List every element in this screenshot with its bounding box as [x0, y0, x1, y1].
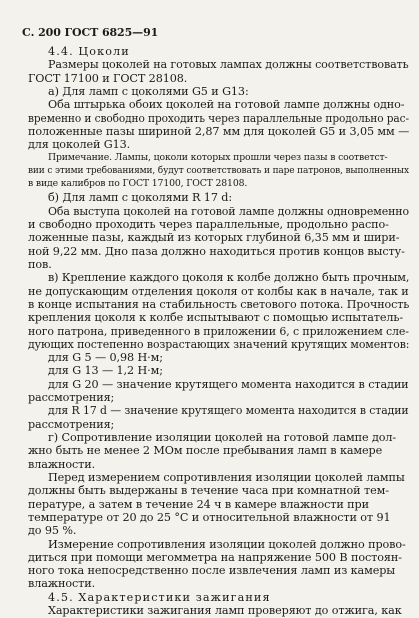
text-line: ного тока непосредственно после извлечения ламп из камеры — [28, 564, 396, 578]
text-line: положенные пазы шириной 2,87 мм для цоколей G5 и 3,05 мм — — [28, 124, 410, 138]
text-line: Оба выступа цоколей на готовой лампе должны одновременно — [48, 204, 410, 218]
text-line: должны быть выдержаны в течение часа при комнатной тем- — [28, 484, 389, 498]
text-line: Оба штырька обоих цоколей на готовой лампе должны одно- — [48, 98, 405, 112]
text-line: температуре от 20 до 25 °С и относительной влажности от 91 — [28, 510, 391, 524]
text-line: ной 9,22 мм. Дно паза должно находиться против концов высту- — [28, 244, 405, 258]
text-line: не допускающим отделения цоколя от колбы как в начале, так и — [28, 284, 409, 298]
text-line: влажности. — [28, 577, 96, 591]
text-line: ного патрона, приведенного в приложении 6, с приложением сле- — [28, 324, 409, 338]
text-line: до 95 %. — [28, 524, 77, 538]
text-line: пературе, а затем в течение 24 ч в камере влажности при — [28, 497, 369, 511]
text-line: для G 5 — 0,98 Н·м; — [48, 351, 163, 365]
text-line: ГОСТ 17100 и ГОСТ 28108. — [28, 71, 188, 85]
page-header: С. 200 ГОСТ 6825—91 — [22, 26, 159, 39]
text-line: для R 17 d — значение крутящего момента находится в стадии — [48, 404, 409, 418]
text-line: дующих постепенно возрастающих значений крутящих моментов: — [28, 337, 410, 351]
text-line: Характеристики зажигания ламп проверяют до отжига, как — [48, 604, 402, 617]
text-line: Размеры цоколей на готовых лампах должны соответствовать — [48, 58, 409, 72]
note-line: вии с этими требованиями, будут соответствовать и паре патронов, выполненных — [28, 164, 409, 176]
text-line: в конце испытания на стабильность светового потока. Прочность — [28, 297, 410, 311]
text-line: для G 20 — значение крутящего момента находится в стадии — [48, 377, 409, 391]
text-line: а) Для ламп с цоколями G5 и G13: — [48, 84, 249, 98]
text-line: Перед измерением сопротивления изоляции цоколей лампы — [48, 470, 405, 484]
text-line: и свободно проходить через параллельные, продольно распо- — [28, 218, 389, 231]
text-line: рассмотрения; — [28, 391, 115, 404]
text-line: для G 13 — 1,2 Н·м; — [48, 364, 163, 378]
text-line: жно быть не менее 2 МОм после пребывания ламп в камере — [28, 444, 383, 458]
text-line: временно и свободно проходить через параллельные продольно рас- — [28, 111, 409, 125]
text-line: г) Сопротивление изоляции цоколей на готовой лампе дол- — [48, 431, 397, 444]
section-heading: 4.4. Цоколи — [48, 45, 130, 58]
text-line: пов. — [28, 258, 52, 271]
text-line: крепления цоколя к колбе испытывают с помощью испытатель- — [28, 311, 404, 325]
section-heading: 4.5. Характеристики зажигания — [48, 590, 271, 604]
text-line: ложенные пазы, каждый из которых глубиной 6,35 мм и шири- — [28, 231, 400, 245]
text-line: влажности. — [28, 457, 96, 471]
text-line: в) Крепление каждого цоколя к колбе должно быть прочным, — [48, 271, 410, 285]
note-line: в виде калибров по ГОСТ 17100, ГОСТ 28108. — [28, 178, 248, 190]
text-line: диться при помощи мегомметра на напряжение 500 В постоян- — [28, 550, 402, 564]
text-line: рассмотрения; — [28, 417, 115, 431]
text-line: для цоколей G13. — [28, 138, 131, 152]
note-line: Примечание. Лампы, цоколи которых прошли через пазы в соответст- — [48, 151, 388, 163]
text-line: б) Для ламп с цоколями R 17 d: — [48, 191, 233, 205]
text-line: Измерение сопротивления изоляции цоколей должно прово- — [48, 537, 406, 551]
